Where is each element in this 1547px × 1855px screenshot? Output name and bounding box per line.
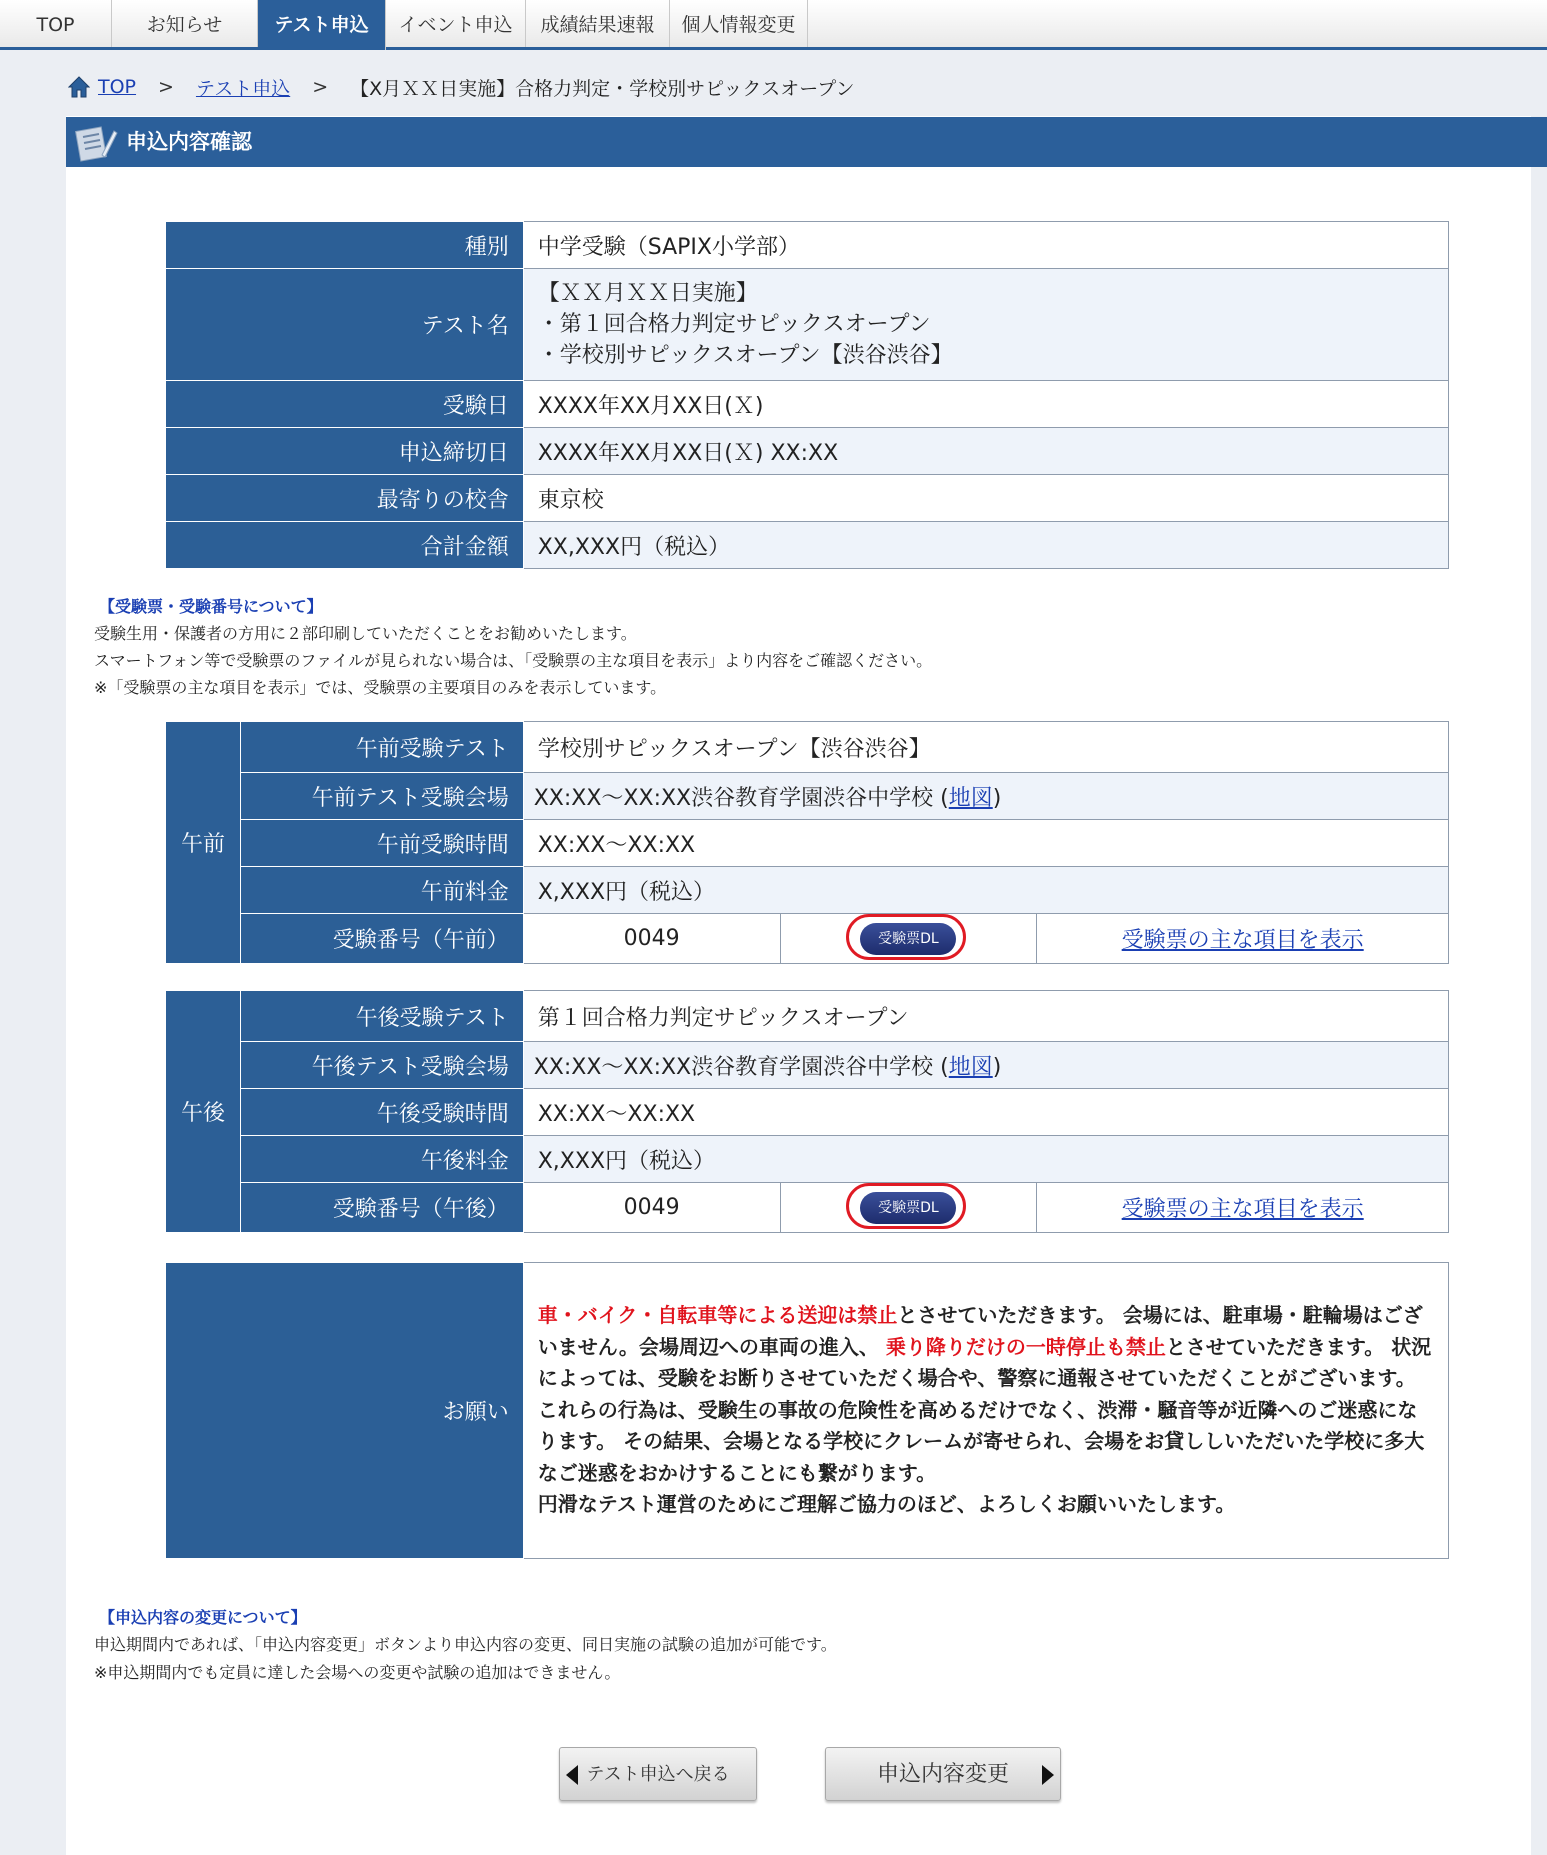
tab-news[interactable]: お知らせ xyxy=(112,0,258,47)
ticket-note-title: 【受験票・受験番号について】 xyxy=(99,597,323,616)
total-amount-value: XX,XXX円（税込） xyxy=(523,522,1448,569)
summary-table xyxy=(165,221,1449,569)
ticket-note-line: スマートフォン等で受験票のファイルが見られない場合は、「受験票の主な項目を表示」より内容をご確認ください。 xyxy=(94,651,933,670)
am-time-value: XX:XX～XX:XX xyxy=(523,820,1448,867)
test-name-value xyxy=(523,269,1448,381)
tab-results[interactable]: 成績結果速報 xyxy=(526,0,670,47)
pm-view-cell xyxy=(1037,1183,1449,1233)
request-paragraph-2: これらの行為は、受験生の事故の危険性を高めるだけでなく、渋滞・騒音等が近隣へのご迷惑になります。 その結果、会場となる学校にクレームが寄せられ、会場をお貸ししいただいた学校に多大なご迷惑をおかけすることにも繋がります。 xyxy=(537,1397,1425,1485)
test-name-line: ・第１回合格力判定サピックスオープン xyxy=(537,312,931,337)
request-warning-red: 車・バイク・自転車等による送迎は禁止 xyxy=(537,1303,898,1328)
am-time-label: 午前受験時間 xyxy=(240,820,523,867)
pm-map-link[interactable]: 地図 xyxy=(948,1054,993,1080)
request-paragraph-1 xyxy=(538,1300,1434,1395)
request-table xyxy=(165,1262,1449,1559)
am-venue-value xyxy=(523,773,1448,820)
pm-venue-close: ) xyxy=(992,1054,1002,1080)
ticket-note-line: ※「受験票の主な項目を表示」では、受験票の主要項目のみを表示しています。 xyxy=(94,678,667,697)
left-arrow-icon xyxy=(566,1765,578,1785)
right-arrow-icon xyxy=(1042,1765,1054,1785)
home-icon xyxy=(68,75,90,99)
am-number-value: 0049 xyxy=(523,914,780,964)
pm-number-label: 受験番号（午後） xyxy=(240,1183,523,1233)
test-name-line: ・学校別サピックスオープン【渋谷渋谷】 xyxy=(537,343,953,368)
pm-fee-value: X,XXX円（税込） xyxy=(523,1136,1448,1183)
am-test-value: 学校別サピックスオープン【渋谷渋谷】 xyxy=(523,722,1448,773)
am-dl-cell xyxy=(780,914,1037,964)
request-text: とさせていただきます。 会場には、駐車場・駐輪場はございません。会場周辺への車両の進入、 xyxy=(537,1303,1423,1359)
type-label: 種別 xyxy=(166,222,524,269)
breadcrumb-separator: > xyxy=(158,76,174,98)
change-application-button[interactable] xyxy=(825,1747,1061,1801)
request-text: とさせていただきます。 状況によっては、受験をお断りさせていただく場合や、警察に通報させていただくことがございます。 xyxy=(537,1334,1432,1391)
am-section-label: 午前 xyxy=(166,722,241,964)
back-button-label: テスト申込へ戻る xyxy=(586,1764,730,1785)
request-body xyxy=(523,1263,1448,1559)
pm-venue-text: XX:XX～XX:XX渋谷教育学園渋谷中学校 ( xyxy=(533,1054,949,1080)
am-view-items-link[interactable]: 受験票の主な項目を表示 xyxy=(1121,928,1364,953)
request-paragraph-3: 円滑なテスト運営のためにご理解ご協力のほど、よろしくお願いいたします。 xyxy=(537,1492,1236,1517)
test-name-label: テスト名 xyxy=(166,269,524,381)
pen-notepad-icon xyxy=(72,121,118,165)
am-map-link[interactable]: 地図 xyxy=(948,785,993,811)
am-venue-label: 午前テスト受験会場 xyxy=(240,773,523,820)
am-fee-label: 午前料金 xyxy=(240,867,523,914)
section-header xyxy=(66,117,1547,167)
am-exam-table xyxy=(165,721,1449,964)
type-value: 中学受験（SAPIX小学部） xyxy=(523,222,1448,269)
section-title: 申込内容確認 xyxy=(126,130,252,154)
am-view-cell xyxy=(1037,914,1449,964)
left-margin xyxy=(0,50,66,1855)
pm-fee-label: 午後料金 xyxy=(240,1136,523,1183)
total-amount-label: 合計金額 xyxy=(166,522,524,569)
nearest-school-label: 最寄りの校舎 xyxy=(166,475,524,522)
change-note-title: 【申込内容の変更について】 xyxy=(99,1608,307,1627)
pm-section-label: 午後 xyxy=(166,991,241,1233)
deadline-value: XXXX年XX月XX日(Ｘ) XX:XX xyxy=(523,428,1448,475)
pm-view-items-link[interactable]: 受験票の主な項目を表示 xyxy=(1121,1197,1364,1222)
pm-number-value: 0049 xyxy=(523,1183,780,1233)
tab-event-apply[interactable]: イベント申込 xyxy=(386,0,526,47)
change-note-line: ※申込期間内でも定員に達した会場への変更や試験の追加はできません。 xyxy=(94,1663,621,1682)
pm-time-label: 午後受験時間 xyxy=(240,1089,523,1136)
test-name-line: 【ＸＸ月ＸＸ日実施】 xyxy=(537,281,758,306)
breadcrumb-test-apply-link[interactable]: テスト申込 xyxy=(195,77,291,100)
tab-profile[interactable]: 個人情報変更 xyxy=(670,0,808,47)
back-to-test-apply-button[interactable] xyxy=(559,1747,757,1801)
pm-ticket-download-button[interactable]: 受験票DL xyxy=(860,1192,956,1224)
exam-date-label: 受験日 xyxy=(166,381,524,428)
am-venue-close: ) xyxy=(992,785,1002,811)
breadcrumb-separator: > xyxy=(312,76,329,98)
deadline-label: 申込締切日 xyxy=(166,428,524,475)
breadcrumb-top-link[interactable]: TOP xyxy=(98,76,137,98)
am-venue-text: XX:XX～XX:XX渋谷教育学園渋谷中学校 ( xyxy=(533,785,949,811)
breadcrumb xyxy=(68,72,854,102)
am-test-label: 午前受験テスト xyxy=(240,722,523,773)
pm-exam-table xyxy=(165,990,1449,1233)
nearest-school-value: 東京校 xyxy=(523,475,1448,522)
request-label: お願い xyxy=(166,1263,524,1559)
am-number-label: 受験番号（午前） xyxy=(240,914,523,964)
change-button-label: 申込内容変更 xyxy=(876,1762,1009,1787)
right-margin xyxy=(1531,50,1547,1855)
am-fee-value: X,XXX円（税込） xyxy=(523,867,1448,914)
pm-test-value: 第１回合格力判定サピックスオープン xyxy=(523,991,1448,1042)
am-ticket-download-button[interactable]: 受験票DL xyxy=(860,923,956,955)
request-warning-red: 乗り降りだけの一時停止も禁止 xyxy=(885,1334,1166,1359)
pm-test-label: 午後受験テスト xyxy=(240,991,523,1042)
pm-time-value: XX:XX～XX:XX xyxy=(523,1089,1448,1136)
pm-venue-value xyxy=(523,1042,1448,1089)
tab-test-apply[interactable]: テスト申込 xyxy=(258,0,386,50)
breadcrumb-current: 【X月ＸＸ日実施】合格力判定・学校別サピックスオープン xyxy=(350,77,855,100)
top-navigation xyxy=(0,0,1547,50)
change-note-line: 申込期間内であれば、「申込内容変更」ボタンより申込内容の変更、同日実施の試験の追加が可能です。 xyxy=(94,1635,837,1654)
ticket-note-line: 受験生用・保護者の方用に２部印刷していただくことをお勧めいたします。 xyxy=(94,624,637,643)
pm-dl-cell xyxy=(780,1183,1037,1233)
pm-venue-label: 午後テスト受験会場 xyxy=(240,1042,523,1089)
exam-date-value: XXXX年XX月XX日(Ｘ) xyxy=(523,381,1448,428)
tab-top[interactable]: TOP xyxy=(0,0,112,47)
